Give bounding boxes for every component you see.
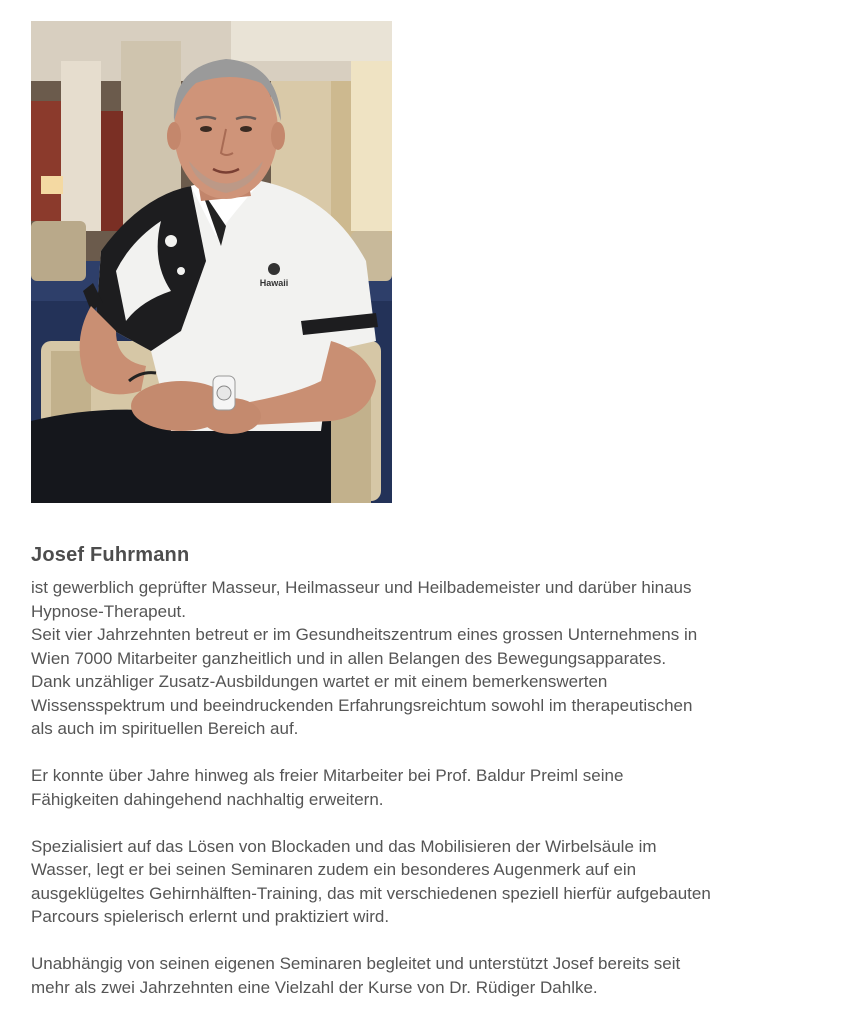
bio-line: Er konnte über Jahre hinweg als freier Mitarbeiter bei Prof. Baldur Preiml seine xyxy=(31,766,624,785)
bio-line: Spezialisiert auf das Lösen von Blockaden und das Mobilisieren der Wirbelsäule im xyxy=(31,836,657,856)
bio-line: ist gewerblich geprüfter Masseur, Heilmasseur und Heilbademeister und darüber hinaus xyxy=(31,578,692,597)
person-name: Josef Fuhrmann xyxy=(31,544,190,566)
shirt-logo-text: Hawaii xyxy=(259,278,289,288)
bio-line: als auch im spirituellen Bereich auf. xyxy=(31,719,299,738)
bio-paragraph-4 xyxy=(31,952,851,999)
portrait-illustration xyxy=(31,21,392,503)
bio-paragraph-2 xyxy=(31,764,851,811)
bio-line: Parcours spielerisch erlernt und praktiziert wird. xyxy=(31,907,390,926)
bio-line: Unabhängig von seinen eigenen Seminaren begleitet und unterstützt Josef bereits seit xyxy=(31,954,681,973)
bio-paragraph-1 xyxy=(31,576,851,741)
portrait-photo xyxy=(31,21,392,503)
bio-line: Wasser, legt er bei seinen Seminaren zudem ein besonderes Augenmerk auf ein xyxy=(31,860,637,879)
biography xyxy=(31,576,851,1023)
bio-line: Seit vier Jahrzehnten betreut er im Gesundheitszentrum eines grossen Unternehmens in xyxy=(31,625,698,644)
bio-line: Dank unzähliger Zusatz-Ausbildungen wartet er mit einem bemerkenswerten xyxy=(31,672,608,691)
bio-line: mehr als zwei Jahrzehnten eine Vielzahl der Kurse von Dr. Rüdiger Dahlke. xyxy=(31,977,598,997)
bio-line: ausgeklügeltes Gehirnhälften-Training, das mit verschiedenen speziell hierfür aufgebauten xyxy=(31,883,711,903)
bio-line: Fähigkeiten dahingehend nachhaltig erweitern. xyxy=(31,789,384,809)
bio-paragraph-3 xyxy=(31,835,851,929)
bio-line: Wien 7000 Mitarbeiter ganzheitlich und in allen Belangen des Bewegungsapparates. xyxy=(31,648,667,668)
bio-line: Hypnose-Therapeut. xyxy=(31,601,186,621)
bio-line: Wissensspektrum und beeindruckenden Erfahrungsreichtum sowohl im therapeutischen xyxy=(31,695,693,715)
